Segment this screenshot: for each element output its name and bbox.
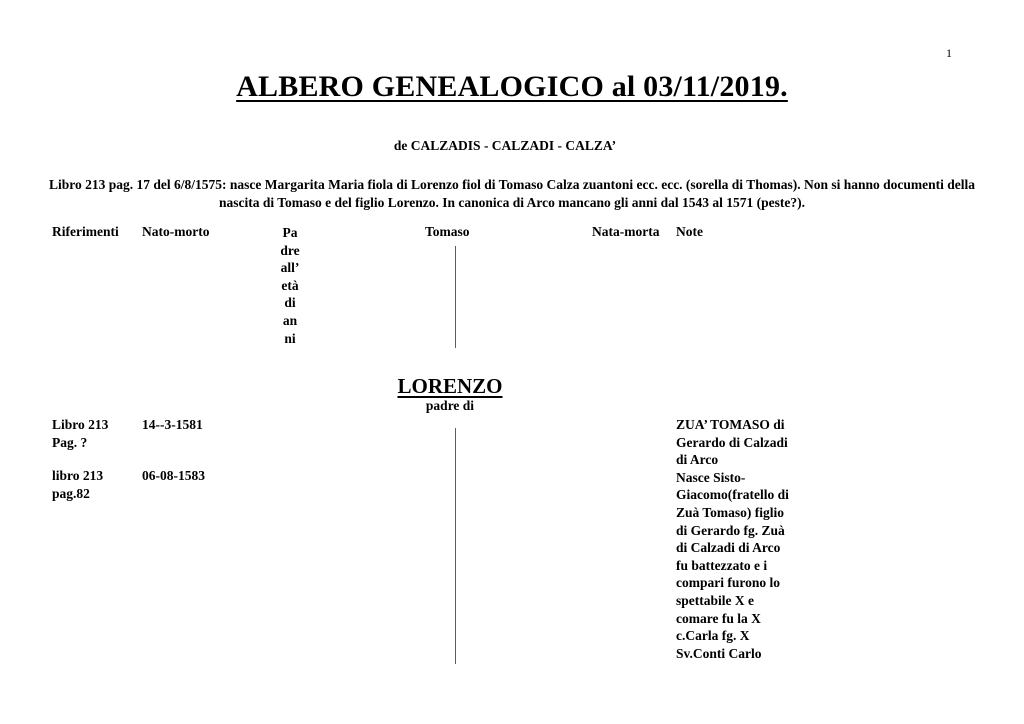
header-riferimenti: Riferimenti: [52, 224, 119, 239]
page-number: 1: [946, 46, 952, 60]
note-line: di Calzadi di Arco: [676, 540, 781, 556]
header-padre-eta-line: Pa: [282, 225, 298, 240]
intro-paragraph: Libro 213 pag. 17 del 6/8/1575: nasce Margarita Maria fiola di Lorenzo fiol di Tomaso Calza zuantoni ecc. ecc. (sorella di Thomas). Non si hanno documenti della nascita di Tomaso e del figlio Lorenzo. In canonica di Arco mancano gli anni dal 1543 al 1571 (peste?).: [48, 177, 975, 210]
row-reference-line: libro 213: [52, 468, 104, 483]
row-date: 06-08-1583: [142, 468, 205, 483]
header-tomaso: Tomaso: [425, 224, 470, 239]
note-line: compari furono lo: [676, 575, 780, 591]
family-name-subtitle: de CALZADIS - CALZADI - CALZA’: [393, 138, 617, 153]
row-reference: [52, 467, 103, 502]
header-nato-morto: Nato-morto: [142, 224, 210, 239]
row-reference-line: Pag. ?: [52, 434, 88, 450]
row-reference-line: Libro 213: [52, 417, 109, 432]
lineage-line-lorenzo: [455, 428, 456, 664]
note-line: Gerardo di Calzadi: [676, 434, 788, 450]
header-padre-eta-line: all’: [280, 260, 300, 276]
note-line: comare fu la X: [676, 610, 761, 626]
person-name-lorenzo: LORENZO: [397, 374, 503, 398]
header-note: Note: [676, 224, 703, 239]
note-line: ZUA’ TOMASO di: [676, 417, 785, 432]
note-line: c.Carla fg. X: [676, 628, 750, 644]
row-date: 14--3-1581: [142, 417, 203, 432]
notes-column: [676, 416, 826, 662]
header-padre-eta: [270, 224, 310, 347]
note-line: fu battezzato e i: [676, 557, 768, 573]
note-line: Nasce Sisto-: [676, 469, 746, 485]
header-padre-eta-line: dre: [280, 242, 300, 258]
note-line: Sv.Conti Carlo: [676, 645, 762, 661]
header-padre-eta-line: età: [281, 277, 299, 293]
note-line: Giacomo(fratello di: [676, 487, 789, 503]
header-nata-morta: Nata-morta: [592, 224, 660, 239]
header-padre-eta-line: ni: [284, 330, 296, 346]
row-reference-line: pag.82: [52, 485, 90, 501]
note-line: di Gerardo fg. Zuà: [676, 522, 785, 538]
note-line: di Arco: [676, 452, 719, 468]
header-padre-eta-line: di: [284, 295, 296, 311]
note-line: spettabile X e: [676, 592, 754, 608]
lineage-line-tomaso: [455, 246, 456, 348]
document-title: ALBERO GENEALOGICO al 03/11/2019.: [236, 70, 788, 103]
row-reference: [52, 416, 108, 451]
person-relation: padre di: [425, 398, 475, 413]
header-padre-eta-line: an: [282, 312, 298, 328]
note-line: Zuà Tomaso) figlio: [676, 504, 785, 520]
